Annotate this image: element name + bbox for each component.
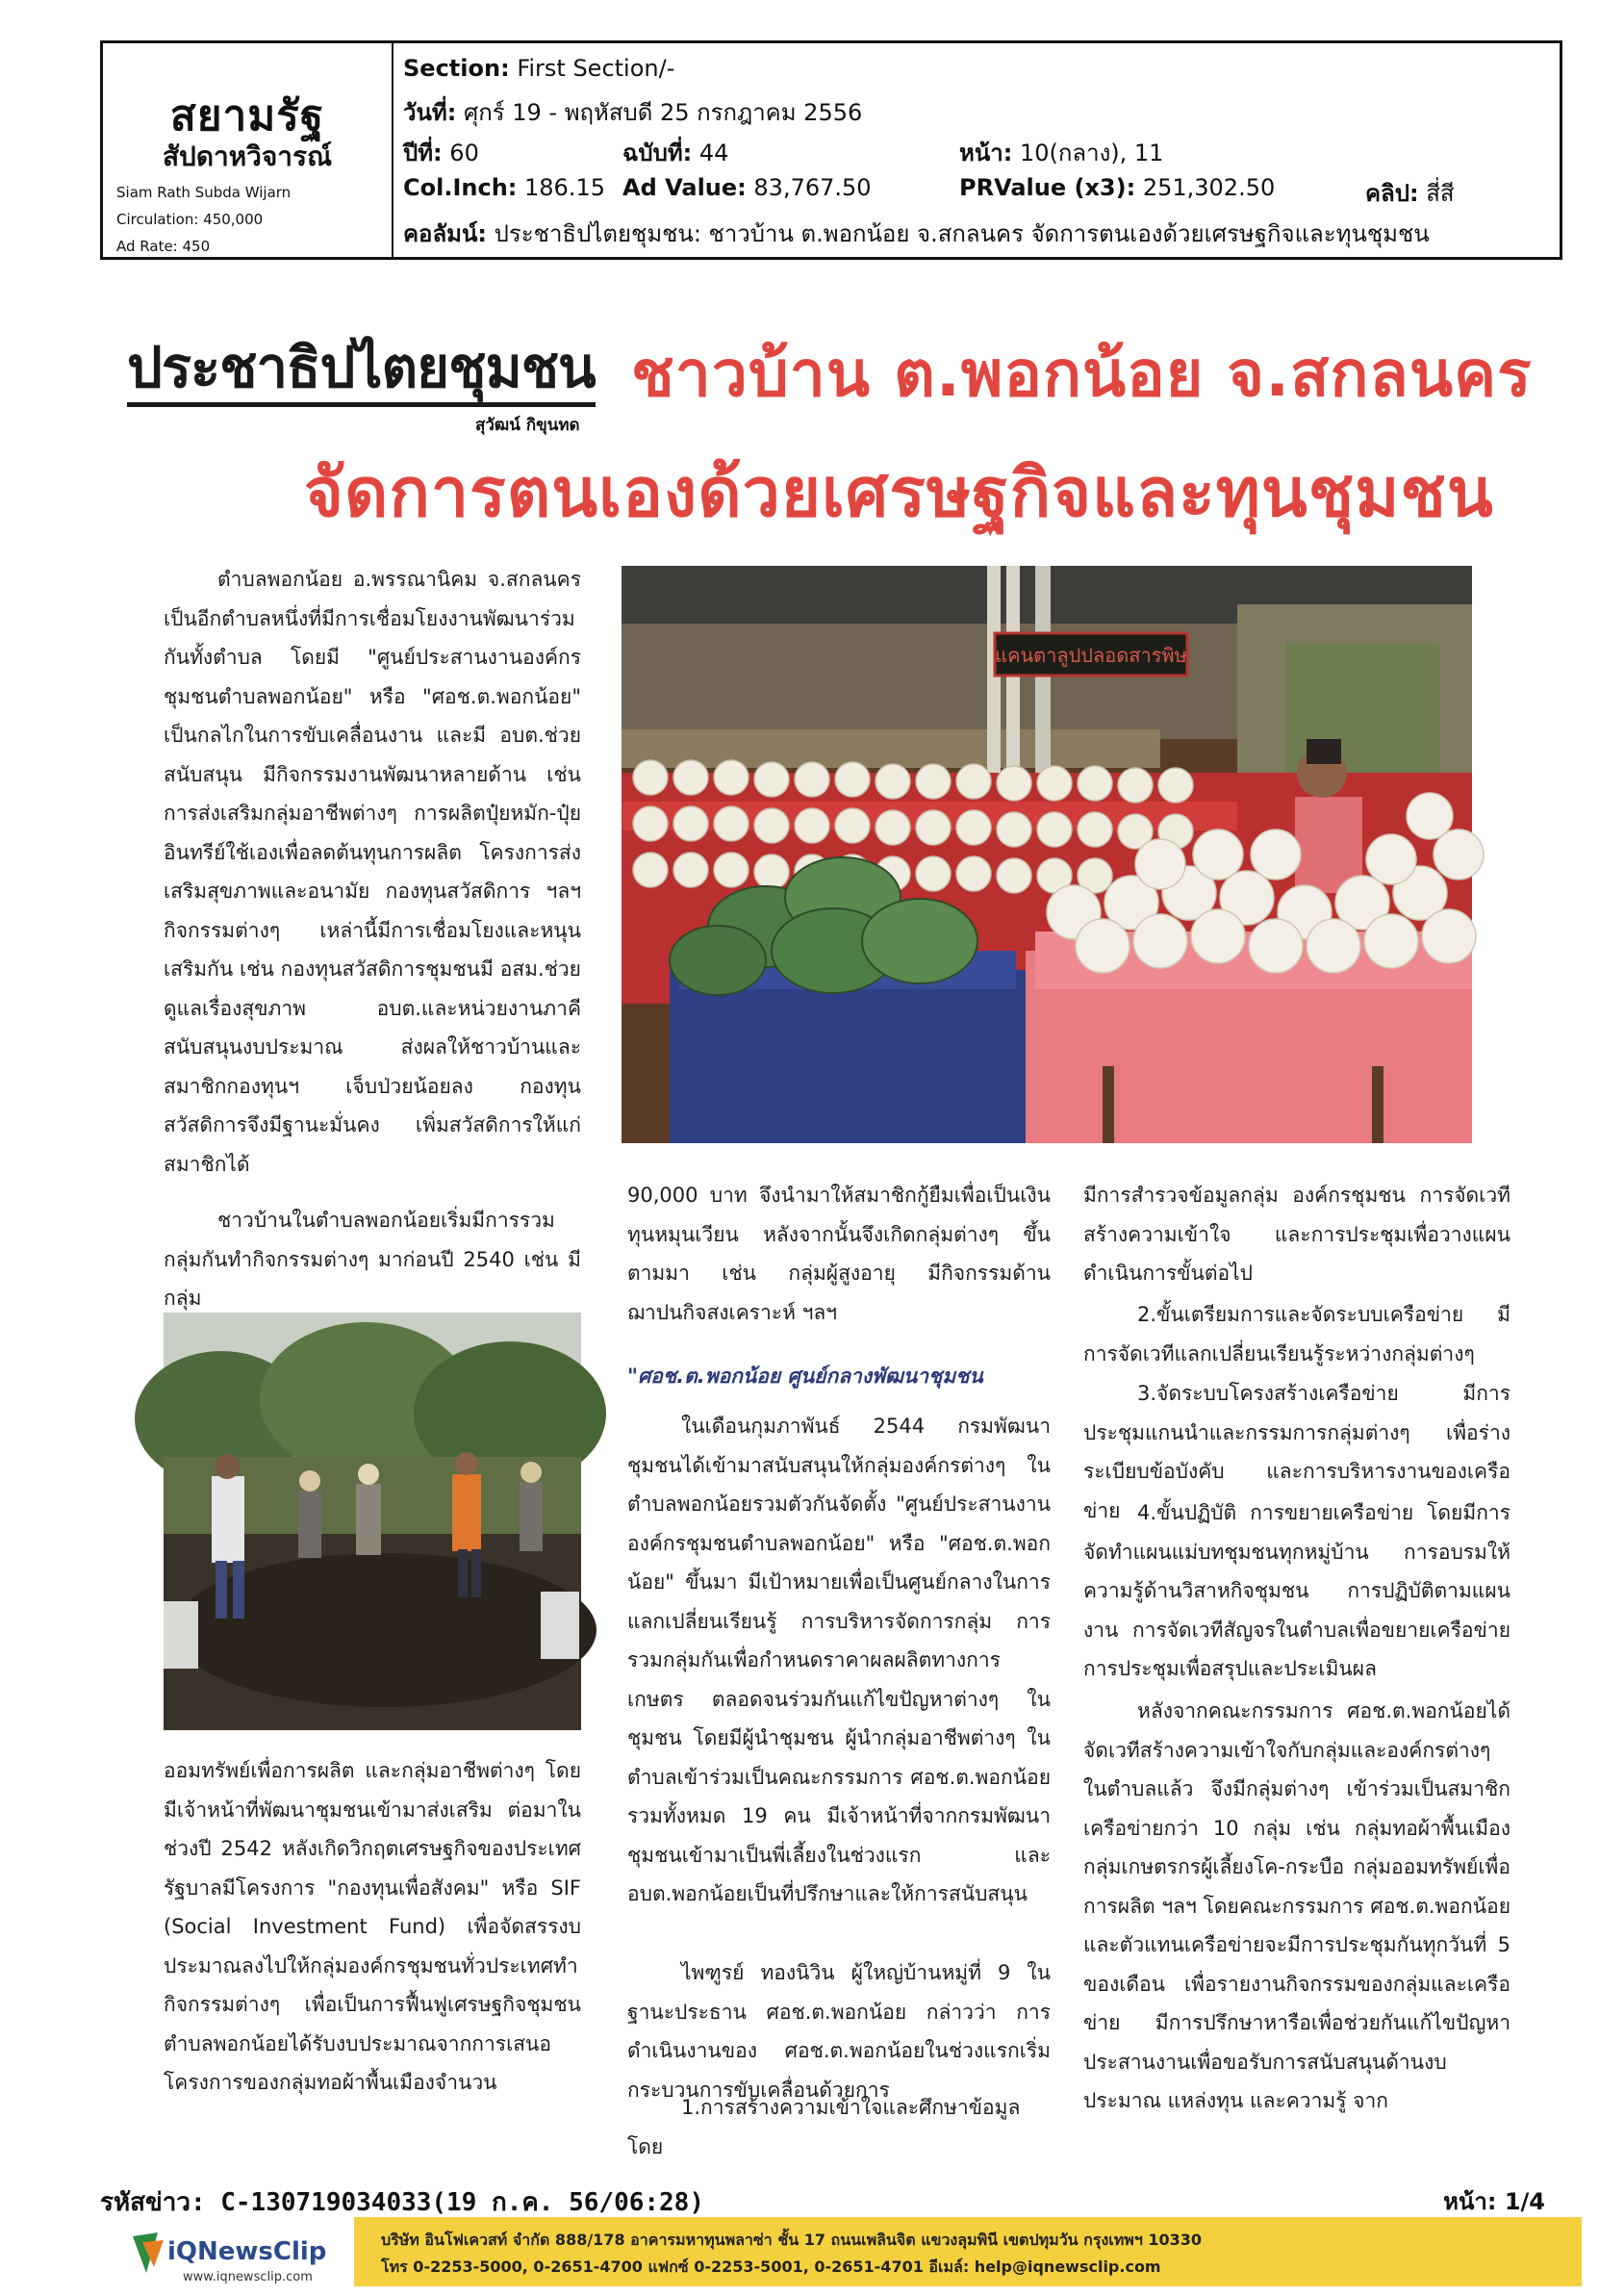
paragraph: ไพฑูรย์ ทองนิวิน ผู้ใหญ่บ้านหมู่ที่ 9 ในฐานะประธาน ศอช.ต.พอกน้อย กล่าวว่า การดำเนินงานของ ศอช.ต.พอกน้อยในช่วงแรกเริ่มกระบวนการขับเคลื่อนด้วยการ bbox=[627, 1961, 1051, 2102]
column-3-step-3 bbox=[1083, 1374, 1510, 1522]
paragraph: มีการสำรวจข้อมูลกลุ่ม องค์กรชุมชน การจัดเวทีสร้างความเข้าใจ และการประชุมเพื่อวางแผนดำเนินการขั้นต่อไป bbox=[1083, 1184, 1510, 1285]
column-2-step-1 bbox=[627, 2088, 1051, 2158]
ad-value-field: Ad Value: 83,767.50 bbox=[622, 174, 872, 201]
paragraph: 4.ขั้นปฏิบัติ การขยายเครือข่าย โดยมีการจัดทำแผนแม่บทชุมชนทุกหมู่บ้าน การอบรมให้ความรู้ด้านวิสาหกิจชุมชน การปฏิบัติตามแผนงาน การจัดเวทีสัญจรในตำบลเพื่อขยายเครือข่าย การประชุมเพื่อสรุปและประเมินผล bbox=[1083, 1501, 1510, 1680]
iqnewsclip-logo bbox=[125, 2223, 352, 2290]
byline: สุวัฒน์ กิขุนทด bbox=[475, 416, 580, 435]
photo-melon-stall bbox=[622, 566, 1472, 1143]
paragraph: หลังจากคณะกรรมการ ศอช.ต.พอกน้อยได้จัดเวทีสร้างความเข้าใจกับกลุ่มและองค์กรต่างๆ ในตำบลแล้ว จึงมีกลุ่มต่างๆ เข้าร่วมเป็นสมาชิกเครือข่ายกว่า 10 กลุ่ม เช่น กลุ่มทอผ้าพื้นเมือง กลุ่มเกษตรกรผู้เลี้ยงโค-กระบือ กลุ่มออมทรัพย์เพื่อการผลิต ฯลฯ โดยคณะกรรมการ ศอช.ต.พอกน้อย และตัวแทนเครือข่ายจะมีการประชุมกันทุกวันที่ 5 ของเดือน เพื่อรายงานกิจกรรมของกลุ่มและเครือข่าย มีการปรึกษาหารือเพื่อช่วยกันแก้ไขปัญหา ประสานงานเพื่อขอรับการสนับสนุนด้านงบประมาณ แหล่งทุน และความรู้ จาก bbox=[1083, 1699, 1510, 2112]
publication-logo: สยามรัฐ bbox=[169, 91, 325, 140]
column-2-body bbox=[627, 1407, 1051, 1953]
column-3-bottom bbox=[1083, 1692, 1510, 2130]
column-3-step-2 bbox=[1083, 1295, 1510, 1374]
paragraph: ชาวบ้านในตำบลพอกน้อยเริ่มมีการรวมกลุ่มกันทำกิจกรรมต่างๆ มาก่อนปี 2540 เช่น มีกลุ่ม bbox=[164, 1209, 581, 1310]
paragraph: 90,000 บาท จึงนำมาให้สมาชิกกู้ยืมเพื่อเป็นเงินทุนหมุนเวียน หลังจากนั้นจึงเกิดกลุ่มต่างๆ ขึ้นตามมา เช่น กลุ่มผู้สูงอายุ มีกิจกรรมด้านฌาปนกิจสงเคราะห์ ฯลฯ bbox=[627, 1184, 1051, 1324]
column-2-quote bbox=[627, 1953, 1051, 2102]
headline-line-1: ชาวบ้าน ต.พอกน้อย จ.สกลนคร bbox=[631, 337, 1533, 411]
column-3-step-4 bbox=[1083, 1493, 1510, 1692]
publication-panel bbox=[103, 43, 393, 257]
clip-field: คลิป: สี่สี bbox=[1365, 180, 1455, 207]
paragraph: 1.การสร้างความเข้าใจและศึกษาข้อมูล โดย bbox=[627, 2096, 1021, 2158]
column-1-bottom bbox=[164, 1751, 581, 2136]
paragraph: ตำบลพอกน้อย อ.พรรณานิคม จ.สกลนคร เป็นอีกตำบลหนึ่งที่มีการเชื่อมโยงงานพัฒนาร่วมกันทั้งตำบล โดยมี "ศูนย์ประสานงานองค์กรชุมชนตำบลพอกน้อย" หรือ "ศอช.ต.พอกน้อย" เป็นกลไกในการขับเคลื่อนงาน และมี อบต.ช่วยสนับสนุน มีกิจกรรมงานพัฒนาหลายด้าน เช่น การส่งเสริมกลุ่มอาชีพต่างๆ การผลิตปุ๋ยหมัก-ปุ๋ยอินทรีย์ใช้เองเพื่อลดต้นทุนการผลิต โครงการส่งเสริมสุขภาพและอนามัย กองทุนสวัสดิการ ฯลฯ กิจกรรมต่างๆ เหล่านี้มีการเชื่อมโยงและหนุนเสริมกัน เช่น กองทุนสวัสดิการชุมชนมี อสม.ช่วยดูแลเรื่องสุขภาพ อบต.และหน่วยงานภาคีสนับสนุนงบประมาณ ส่งผลให้ชาวบ้านและสมาชิกกองทุนฯ เจ็บป่วยน้อยลง กองทุนสวัสดิการจึงมีฐานะมั่นคง เพิ่มสวัสดิการให้แก่สมาชิกได้ bbox=[164, 568, 581, 1176]
footer-contact-bar bbox=[354, 2217, 1582, 2286]
paragraph: 3.จัดระบบโครงสร้างเครือข่าย มีการประชุมแกนนำและกรรมการกลุ่มต่างๆ เพื่อร่างระเบียบข้อบังคับ และการบริหารงานของเครือข่าย bbox=[1083, 1382, 1510, 1522]
year-field: ปีที่: 60 bbox=[403, 140, 479, 166]
date-field: วันที่: ศุกร์ 19 - พฤหัสบดี 25 กรกฎาคม 2556 bbox=[403, 99, 863, 126]
company-contact: โทร 0-2253-5000, 0-2651-4700 แฟกซ์ 0-2253-5001, 0-2651-4701 อีเมล์: help@iqnewsclip.com bbox=[381, 2258, 1161, 2276]
issue-field: ฉบับที่: 44 bbox=[622, 140, 729, 166]
company-address: บริษัท อินโฟเควสท์ จำกัด 888/178 อาคารมหาทุนพลาซ่า ชั้น 17 ถนนเพลินจิต แขวงลุมพินี เขตปทุมวัน กรุงเทพฯ 10330 bbox=[381, 2231, 1203, 2249]
photo-villagers-compost bbox=[164, 1313, 581, 1730]
column-2-top bbox=[627, 1176, 1051, 1334]
headline-line-2: จัดการตนเองด้วยเศรษฐกิจและทุนชุมชน bbox=[304, 453, 1494, 532]
paragraph: 2.ขั้นเตรียมการและจัดระบบเครือข่าย มีการจัดเวทีแลกเปลี่ยนเรียนรู้ระหว่างกลุ่มต่างๆ bbox=[1083, 1303, 1510, 1365]
logo-url: www.iqnewsclip.com bbox=[183, 2270, 313, 2284]
ad-rate: Ad Rate: 450 bbox=[116, 238, 211, 255]
news-code: รหัสข่าว: C-130719034033(19 ก.ค. 56/06:28) bbox=[100, 2188, 704, 2217]
paragraph: ในเดือนกุมภาพันธ์ 2544 กรมพัฒนาชุมชนได้เข้ามาสนับสนุนให้กลุ่มองค์กรต่างๆ ในตำบลพอกน้อยรวมตัวกันจัดตั้ง "ศูนย์ประสานงานองค์กรชุมชนตำบลพอกน้อย" หรือ "ศอช.ต.พอกน้อย" ขึ้นมา มีเป้าหมายเพื่อเป็นศูนย์กลางในการแลกเปลี่ยนเรียนรู้ การบริหารจัดการกลุ่ม การรวมกลุ่มกันเพื่อกำหนดราคาผลผลิตทางการเกษตร ตลอดจนร่วมกันแก้ไขปัญหาต่างๆ ในชุมชน โดยมีผู้นำชุมชน ผู้นำกลุ่มอาชีพต่างๆ ในตำบลเข้าร่วมเป็นคณะกรรมการ ศอช.ต.พอกน้อย รวมทั้งหมด 19 คน มีเจ้าหน้าที่จากกรมพัฒนาชุมชนเข้ามาเป็นพี่เลี้ยงในช่วงแรก และ อบต.พอกน้อยเป็นที่ปรึกษาและให้การสนับสนุน bbox=[627, 1415, 1051, 1905]
subheading: "ศอช.ต.พอกน้อย ศูนย์กลางพัฒนาชุมชน bbox=[627, 1365, 983, 1388]
circulation: Circulation: 450,000 bbox=[116, 211, 264, 228]
publication-logo-subtitle: สัปดาหวิจารณ์ bbox=[162, 140, 333, 172]
clipping-details bbox=[393, 43, 1560, 257]
logo-text: iQNewsClip bbox=[167, 2237, 327, 2266]
paragraph: ออมทรัพย์เพื่อการผลิต และกลุ่มอาชีพต่างๆ โดยมีเจ้าหน้าที่พัฒนาชุมชนเข้ามาส่งเสริม ต่อมาในช่วงปี 2542 หลังเกิดวิกฤตเศรษฐกิจของประเทศ รัฐบาลมีโครงการ "กองทุนเพื่อสังคม" หรือ SIF (Social Investment Fund) เพื่อจัดสรรงบประมาณลงไปให้กลุ่มองค์กรชุมชนทั่วประเทศทำกิจกรรมต่างๆ เพื่อเป็นการฟื้นฟูเศรษฐกิจชุมชน ตำบลพอกน้อยได้รับงบประมาณจากการเสนอโครงการของกลุ่มทอผ้าพื้นเมืองจำนวน bbox=[164, 1759, 581, 2094]
publication-name: Siam Rath Subda Wijarn bbox=[116, 184, 292, 201]
column-1-top bbox=[164, 560, 581, 1176]
page-field: หน้า: 10(กลาง), 11 bbox=[959, 140, 1164, 166]
section-field: Section: First Section/- bbox=[403, 55, 675, 82]
photo-sign-text: แคนตาลูปปลอดสารพิษ bbox=[995, 644, 1187, 667]
column-field: คอลัมน์: ประชาธิปไตยชุมชน: ชาวบ้าน ต.พอกน้อย จ.สกลนคร จัดการตนเองด้วยเศรษฐกิจและทุนชุมชน bbox=[403, 220, 1430, 247]
clipping-info-box bbox=[100, 40, 1562, 260]
column-1-mid bbox=[164, 1201, 581, 1310]
pr-value-field: PRValue (x3): 251,302.50 bbox=[959, 174, 1276, 201]
column-3-top bbox=[1083, 1176, 1510, 1295]
col-inch-field: Col.Inch: 186.15 bbox=[403, 174, 605, 201]
page-number: หน้า: 1/4 bbox=[1443, 2188, 1545, 2215]
column-heading: ประชาธิปไตยชุมชน bbox=[127, 333, 596, 407]
